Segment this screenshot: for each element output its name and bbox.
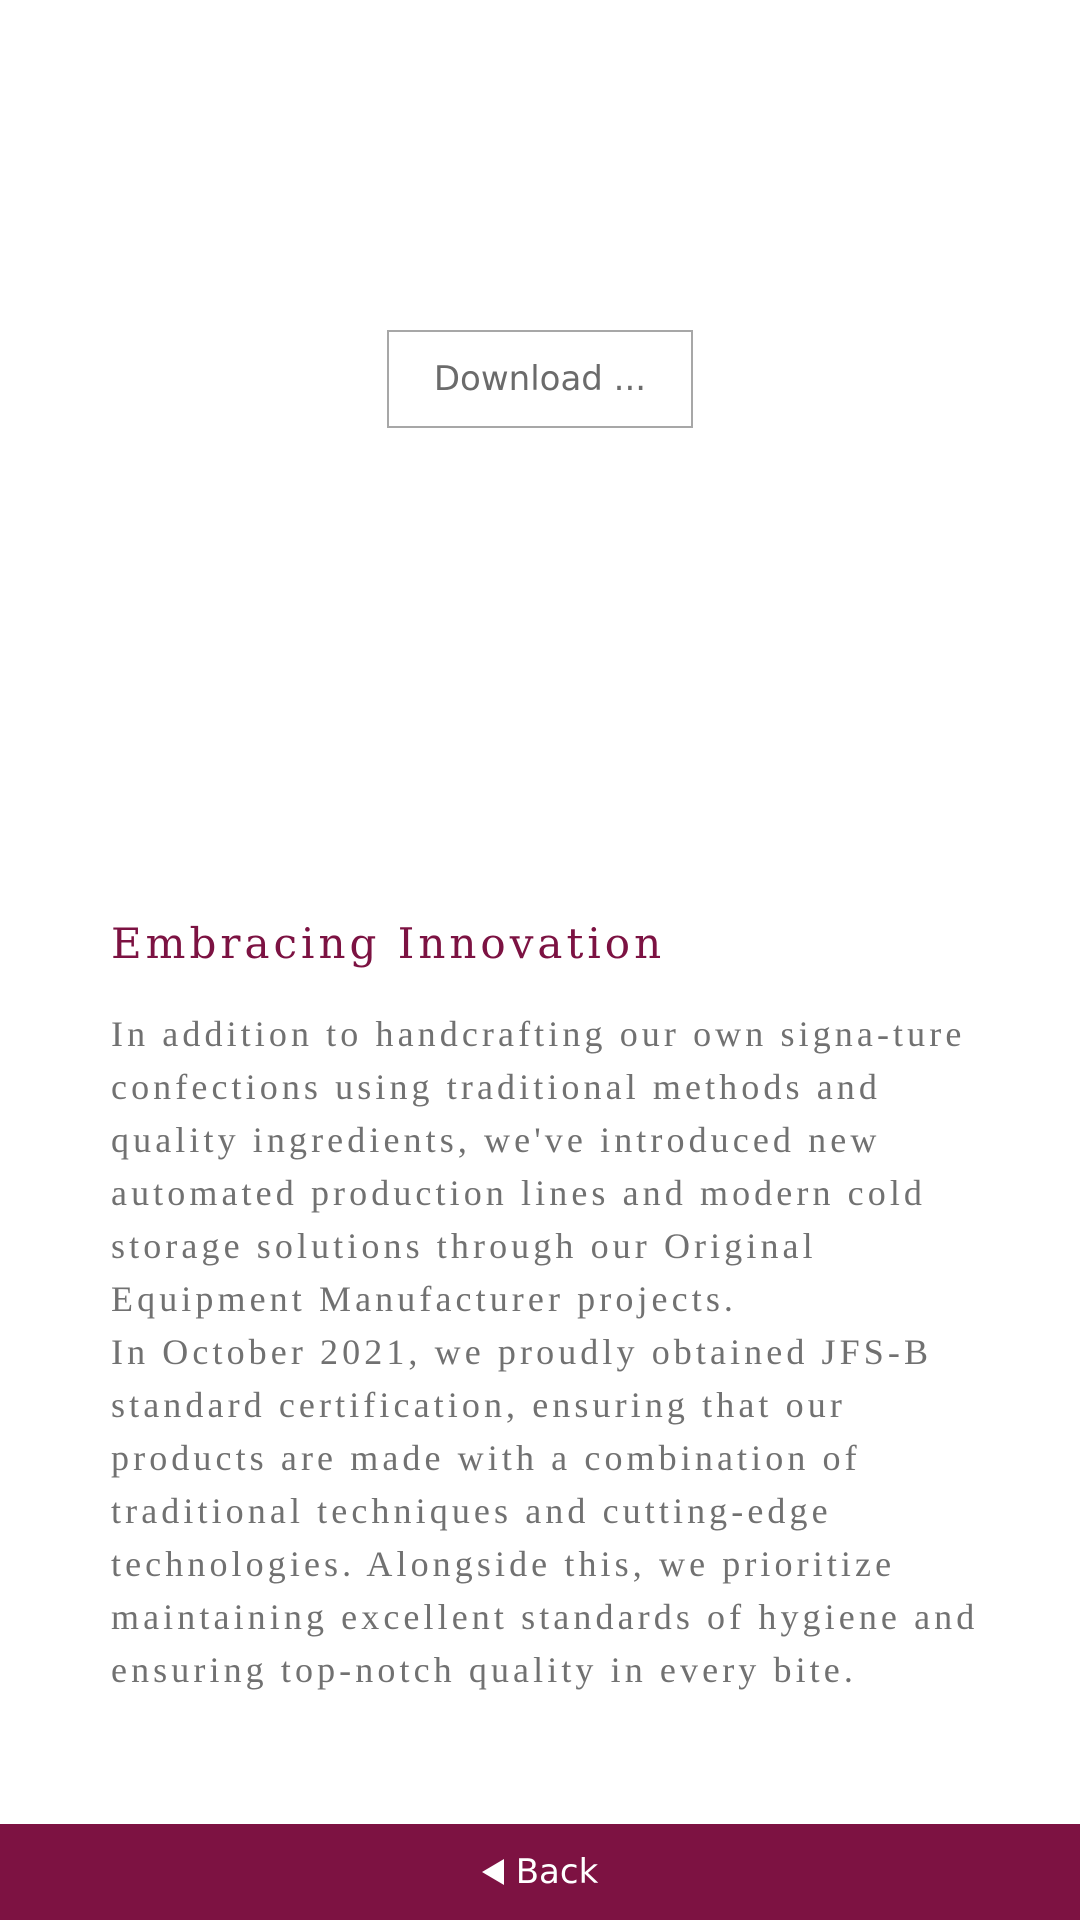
download-button[interactable]: Download ... xyxy=(387,330,693,428)
section-body xyxy=(111,1008,991,1697)
section-title: Embracing Innovation xyxy=(111,919,666,968)
back-label: Back xyxy=(515,1852,599,1892)
bottom-nav-bar xyxy=(0,1824,1080,1920)
section-paragraph-1: In addition to handcrafting our own signa-ture confections using traditional methods and quality ingredients, we've introduced new automated production lines and modern cold storage solutions through our Original Equipment Manufacturer projects. xyxy=(111,1014,966,1319)
back-button[interactable] xyxy=(482,1852,599,1892)
triangle-left-icon xyxy=(482,1859,504,1885)
section-paragraph-2: In October 2021, we proudly obtained JFS-B standard certification, ensuring that our products are made with a combination of traditional techniques and cutting-edge technologies. Alongside this, we prioritize maintaining excellent standards of hygiene and ensuring top-notch quality in every bite. xyxy=(111,1332,979,1690)
embracing-innovation-section xyxy=(111,914,991,1697)
